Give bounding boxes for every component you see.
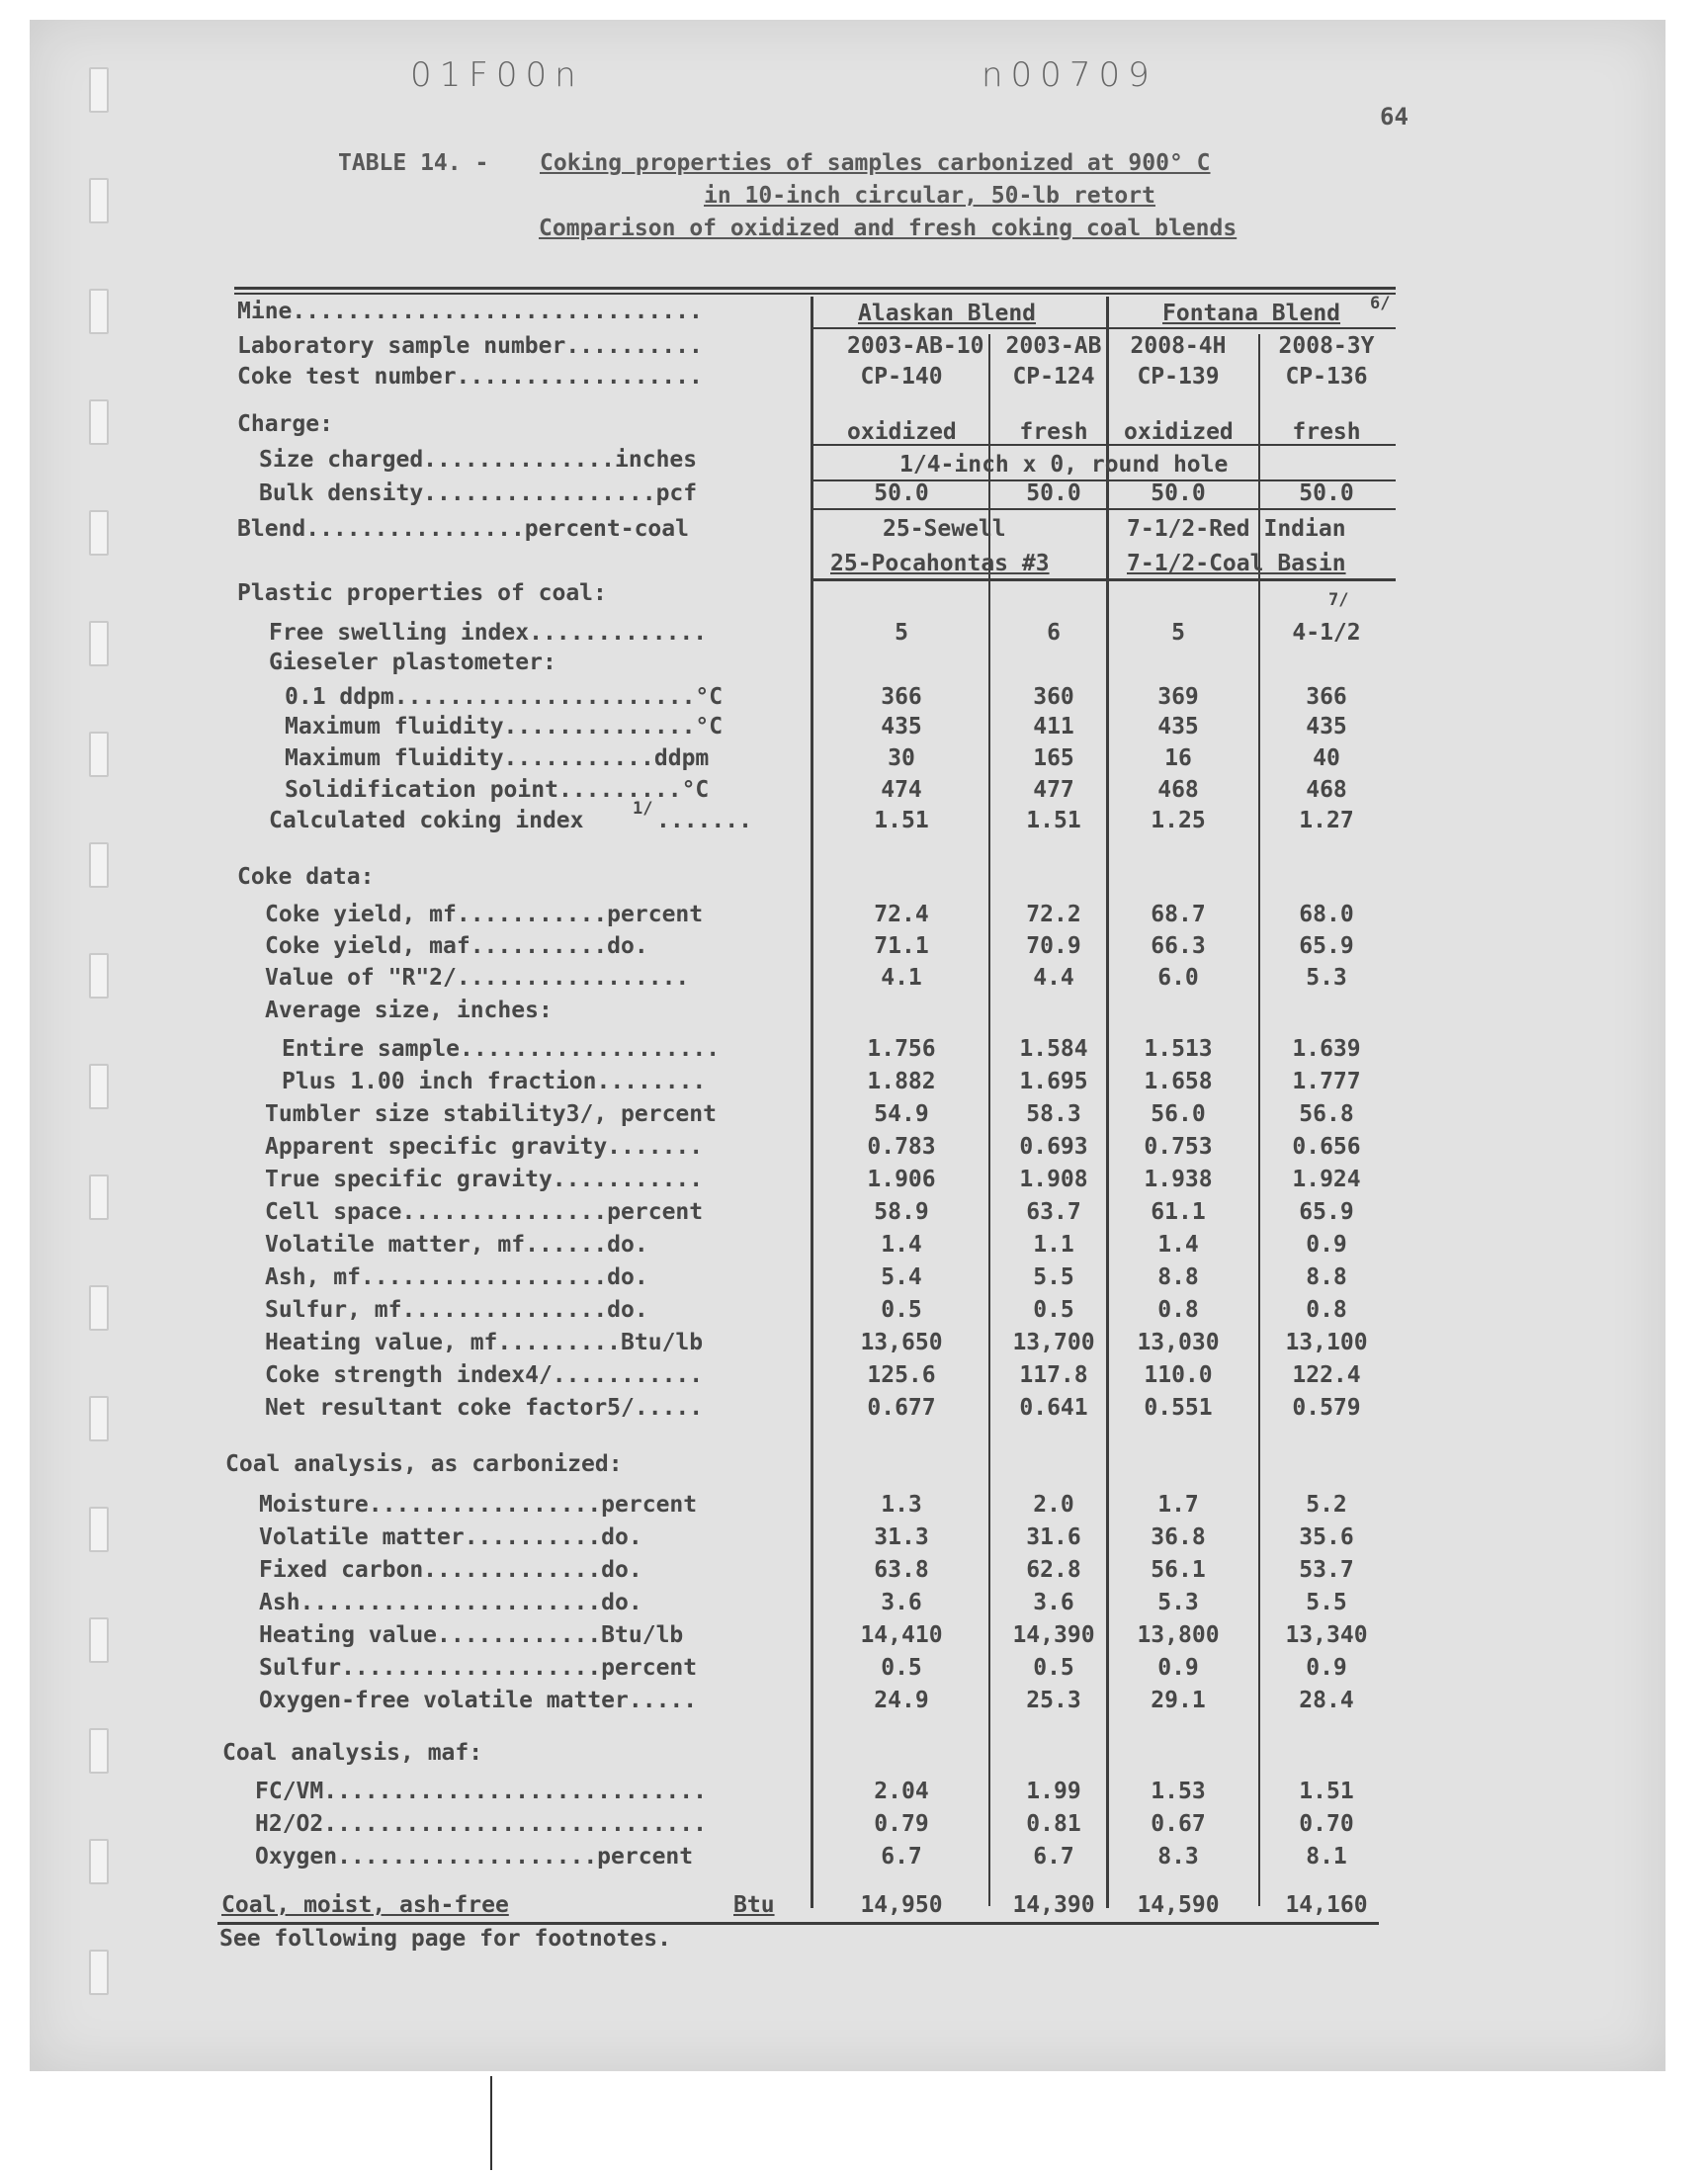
size-charged-value: 1/4-inch x 0, round hole [899, 452, 1229, 478]
data-cell: 35.6 [1299, 1524, 1354, 1550]
data-cell: 110.0 [1144, 1362, 1213, 1388]
table-title-line3: Comparison of oxidized and fresh coking coal blends [539, 216, 1238, 241]
fontana-blend-heading: Fontana Blend [1162, 301, 1341, 326]
data-cell: 468 [1306, 777, 1347, 803]
binder-hole [89, 732, 109, 777]
data-cell: 0.641 [1019, 1395, 1088, 1421]
blend-fontana-2: 7-1/2-Coal Basin [1127, 551, 1346, 576]
data-cell: 14,950 [860, 1892, 943, 1918]
section-coal-maf-heading: Coal analysis, maf: [222, 1740, 483, 1766]
row-label: Average size, inches: [265, 998, 553, 1023]
binder-hole [89, 1728, 109, 1774]
data-cell: 72.2 [1026, 902, 1081, 927]
data-cell: 0.783 [867, 1134, 936, 1160]
data-cell: 369 [1157, 684, 1199, 710]
data-cell: 1.51 [874, 808, 929, 833]
coke-test-number: CP-139 [1137, 364, 1220, 390]
data-cell: 1.906 [867, 1167, 936, 1192]
data-cell: 8.8 [1157, 1264, 1199, 1290]
mine-label: Mine.............................. [237, 299, 703, 324]
table-title-prefix: TABLE 14. - [338, 150, 489, 176]
data-cell: 8.8 [1306, 1264, 1347, 1290]
table-title-line1: Coking properties of samples carbonized at 900° C [540, 150, 1211, 176]
lab-sample-number: 2003-AB-10 [847, 333, 984, 359]
data-cell: 1.658 [1144, 1069, 1213, 1094]
binder-hole [89, 399, 109, 445]
data-cell: 14,410 [860, 1622, 943, 1648]
data-cell: 5.2 [1306, 1492, 1347, 1518]
data-cell: 58.9 [874, 1199, 929, 1225]
data-cell: 1.584 [1019, 1036, 1088, 1062]
data-cell: 54.9 [874, 1101, 929, 1127]
lab-sample-number: 2008-4H [1130, 333, 1227, 359]
data-cell: 1.7 [1157, 1492, 1199, 1518]
row-label: Maximum fluidity...........ddpm [285, 745, 710, 771]
binder-hole [89, 1285, 109, 1331]
binder-hole [89, 178, 109, 223]
binder-hole [89, 1617, 109, 1663]
last-row-label: Coal, moist, ash-free [221, 1892, 509, 1918]
binder-hole [89, 1396, 109, 1441]
data-cell: 1.4 [1157, 1232, 1199, 1258]
data-cell: 477 [1033, 777, 1074, 803]
data-cell: 0.81 [1026, 1811, 1081, 1837]
data-cell: 31.3 [874, 1524, 929, 1550]
section-plastic-heading: Plastic properties of coal: [237, 580, 607, 606]
data-cell: 66.3 [1151, 933, 1206, 959]
data-cell: 0.753 [1144, 1134, 1213, 1160]
binder-hole [89, 1174, 109, 1220]
binder-hole [89, 1064, 109, 1109]
row-label: Net resultant coke factor5/..... [265, 1395, 704, 1421]
row-label: Calculated coking index [269, 808, 584, 833]
row-label: Volatile matter, mf......do. [265, 1232, 648, 1258]
data-cell: 1.695 [1019, 1069, 1088, 1094]
data-cell: 0.5 [1033, 1297, 1074, 1323]
data-cell: 53.7 [1299, 1557, 1354, 1583]
data-cell: 435 [1157, 714, 1199, 740]
row-label: Oxygen-free volatile matter..... [259, 1688, 698, 1713]
data-cell: 5 [1171, 620, 1185, 646]
binder-hole [89, 67, 109, 113]
coke-test-number: CP-136 [1285, 364, 1368, 390]
row-label: Fixed carbon.............do. [259, 1557, 642, 1583]
data-cell: 13,100 [1285, 1330, 1368, 1355]
stamp-right: n00709 [982, 55, 1157, 95]
blend-fontana-1: 7-1/2-Red Indian [1127, 516, 1346, 542]
data-cell: 29.1 [1151, 1688, 1206, 1713]
data-cell: 1.882 [867, 1069, 936, 1094]
data-cell: 411 [1033, 714, 1074, 740]
row-label: Tumbler size stability3/, percent [265, 1101, 717, 1127]
row-label: 0.1 ddpm......................°C [285, 684, 724, 710]
bulk-density-value: 50.0 [1299, 480, 1354, 506]
row-label: Oxygen...................percent [255, 1844, 694, 1870]
data-cell: 468 [1157, 777, 1199, 803]
data-cell: 125.6 [867, 1362, 936, 1388]
data-cell: 117.8 [1019, 1362, 1088, 1388]
coke-test-number: CP-124 [1012, 364, 1095, 390]
page-number: 64 [1380, 103, 1409, 130]
table-title-line2: in 10-inch circular, 50-lb retort [704, 183, 1155, 209]
row-label: Solidification point.........°C [285, 777, 710, 803]
data-cell: 8.1 [1306, 1844, 1347, 1870]
data-cell: 2.04 [874, 1779, 929, 1804]
blend-label: Blend................percent-coal [237, 516, 689, 542]
row-label: Free swelling index............. [269, 620, 708, 646]
data-cell: 5.3 [1157, 1590, 1199, 1615]
charge-label: Charge: [237, 411, 333, 437]
row-label: H2/O2............................ [255, 1811, 707, 1837]
data-cell: 0.9 [1306, 1655, 1347, 1681]
binder-hole [89, 953, 109, 999]
row-label: Entire sample................... [282, 1036, 721, 1062]
header-rule [812, 578, 1396, 581]
data-cell: 0.9 [1306, 1232, 1347, 1258]
row-label: Heating value, mf.........Btu/lb [265, 1330, 704, 1355]
binder-hole [89, 1950, 109, 1995]
data-cell: 62.8 [1026, 1557, 1081, 1583]
row-label: Sulfur...................percent [259, 1655, 698, 1681]
bulk-density-value: 50.0 [874, 480, 929, 506]
bulk-density-value: 50.0 [1151, 480, 1206, 506]
data-cell: 1.924 [1292, 1167, 1361, 1192]
data-cell: 1.25 [1151, 808, 1206, 833]
label-divider [811, 297, 813, 1908]
data-cell: 13,340 [1285, 1622, 1368, 1648]
data-cell: 4-1/2 [1292, 620, 1361, 646]
row-label: Coke yield, mf...........percent [265, 902, 704, 927]
data-cell: 366 [881, 684, 922, 710]
binder-hole [89, 289, 109, 334]
data-cell: 6 [1047, 620, 1061, 646]
bulk-density-label: Bulk density.................pcf [259, 480, 698, 506]
data-cell: 0.8 [1306, 1297, 1347, 1323]
data-cell: 56.8 [1299, 1101, 1354, 1127]
data-cell: 63.7 [1026, 1199, 1081, 1225]
data-cell: 1.53 [1151, 1779, 1206, 1804]
data-cell: 0.579 [1292, 1395, 1361, 1421]
row-label: Apparent specific gravity....... [265, 1134, 704, 1160]
row-label: Ash......................do. [259, 1590, 642, 1615]
data-cell: 56.0 [1151, 1101, 1206, 1127]
data-cell: 5.5 [1033, 1264, 1074, 1290]
condition-label: fresh [1019, 419, 1088, 445]
data-cell: 0.67 [1151, 1811, 1206, 1837]
data-cell: 68.0 [1299, 902, 1354, 927]
data-cell: 36.8 [1151, 1524, 1206, 1550]
row-label: Sulfur, mf...............do. [265, 1297, 648, 1323]
data-cell: 13,700 [1012, 1330, 1095, 1355]
lab-sample-number: 2008-3Y [1278, 333, 1375, 359]
data-cell: 0.5 [881, 1655, 922, 1681]
data-cell: 0.551 [1144, 1395, 1213, 1421]
data-cell: 14,390 [1012, 1622, 1095, 1648]
data-cell: 474 [881, 777, 922, 803]
alaskan-blend-heading: Alaskan Blend [858, 301, 1037, 326]
section-coke-heading: Coke data: [237, 864, 375, 890]
data-cell: 16 [1164, 745, 1192, 771]
data-cell: 1.756 [867, 1036, 936, 1062]
row-label: FC/VM............................ [255, 1779, 707, 1804]
data-cell: 5.4 [881, 1264, 922, 1290]
data-cell: 5.5 [1306, 1590, 1347, 1615]
data-cell: 1.938 [1144, 1167, 1213, 1192]
row-label: Moisture.................percent [259, 1492, 698, 1518]
data-cell: 5 [895, 620, 908, 646]
binder-hole [89, 510, 109, 556]
footnote-ref: 1/ [633, 799, 653, 819]
data-cell: 4.4 [1033, 965, 1074, 991]
data-cell: 2.0 [1033, 1492, 1074, 1518]
data-cell: 0.9 [1157, 1655, 1199, 1681]
binder-hole [89, 621, 109, 666]
data-cell: 435 [1306, 714, 1347, 740]
data-cell: 122.4 [1292, 1362, 1361, 1388]
data-cell: 65.9 [1299, 1199, 1354, 1225]
data-cell: 6.7 [881, 1844, 922, 1870]
data-cell: 8.3 [1157, 1844, 1199, 1870]
data-cell: 70.9 [1026, 933, 1081, 959]
data-cell: 3.6 [881, 1590, 922, 1615]
data-cell: 0.8 [1157, 1297, 1199, 1323]
data-cell: 366 [1306, 684, 1347, 710]
data-cell: 6.7 [1033, 1844, 1074, 1870]
data-cell: 1.51 [1026, 808, 1081, 833]
data-cell: 71.1 [874, 933, 929, 959]
coke-test-label: Coke test number.................. [237, 364, 703, 390]
data-cell: 68.7 [1151, 902, 1206, 927]
data-cell: 1.639 [1292, 1036, 1361, 1062]
data-cell: 1.513 [1144, 1036, 1213, 1062]
coke-test-number: CP-140 [860, 364, 943, 390]
row-label: Maximum fluidity..............°C [285, 714, 724, 740]
condition-label: oxidized [847, 419, 957, 445]
binder-hole [89, 842, 109, 888]
data-cell: 4.1 [881, 965, 922, 991]
data-cell: 65.9 [1299, 933, 1354, 959]
stamp-left: 01F00n [410, 55, 584, 95]
data-cell: 0.656 [1292, 1134, 1361, 1160]
data-cell: 1.4 [881, 1232, 922, 1258]
condition-label: fresh [1292, 419, 1361, 445]
data-cell: 0.5 [1033, 1655, 1074, 1681]
size-charged-label: Size charged..............inches [259, 447, 698, 473]
row-label: Plus 1.00 inch fraction........ [282, 1069, 707, 1094]
data-cell: 0.677 [867, 1395, 936, 1421]
data-cell: 165 [1033, 745, 1074, 771]
footnote-reference-text: See following page for footnotes. [219, 1926, 671, 1952]
lab-sample-label: Laboratory sample number.......... [237, 333, 703, 359]
row-label: Cell space...............percent [265, 1199, 704, 1225]
data-cell: 1.51 [1299, 1779, 1354, 1804]
data-cell: 24.9 [874, 1688, 929, 1713]
data-cell: 28.4 [1299, 1688, 1354, 1713]
section-coal-carbonized-heading: Coal analysis, as carbonized: [225, 1451, 623, 1477]
data-cell: 14,590 [1137, 1892, 1220, 1918]
header-rule [812, 508, 1396, 510]
condition-label: oxidized [1124, 419, 1234, 445]
last-row-unit: Btu [733, 1892, 775, 1918]
data-cell: 3.6 [1033, 1590, 1074, 1615]
row-label: Value of "R"2/................. [265, 965, 690, 991]
row-label-suffix: ....... [656, 808, 752, 833]
data-cell: 1.27 [1299, 808, 1354, 833]
bulk-density-value: 50.0 [1026, 480, 1081, 506]
footnote-ref: 7/ [1328, 590, 1349, 610]
row-label: Heating value............Btu/lb [259, 1622, 684, 1648]
row-label: Gieseler plastometer: [269, 650, 556, 675]
data-cell: 13,800 [1137, 1622, 1220, 1648]
data-cell: 0.693 [1019, 1134, 1088, 1160]
data-cell: 13,030 [1137, 1330, 1220, 1355]
binder-hole [89, 1839, 109, 1884]
data-cell: 13,650 [860, 1330, 943, 1355]
row-label: Volatile matter..........do. [259, 1524, 642, 1550]
data-cell: 31.6 [1026, 1524, 1081, 1550]
data-cell: 435 [881, 714, 922, 740]
data-cell: 1.908 [1019, 1167, 1088, 1192]
data-cell: 30 [888, 745, 915, 771]
data-cell: 360 [1033, 684, 1074, 710]
edge-mark [490, 2076, 492, 2170]
table-top-rule-2 [234, 293, 1396, 295]
data-cell: 14,390 [1012, 1892, 1095, 1918]
row-label: Ash, mf..................do. [265, 1264, 648, 1290]
blend-alaskan-1: 25-Sewell [883, 516, 1006, 542]
data-cell: 14,160 [1285, 1892, 1368, 1918]
footnote-ref: 6/ [1370, 294, 1391, 313]
data-cell: 58.3 [1026, 1101, 1081, 1127]
data-cell: 1.777 [1292, 1069, 1361, 1094]
data-cell: 5.3 [1306, 965, 1347, 991]
row-label: Coke yield, maf..........do. [265, 933, 648, 959]
binder-hole [89, 1507, 109, 1552]
data-cell: 1.1 [1033, 1232, 1074, 1258]
data-cell: 6.0 [1157, 965, 1199, 991]
blend-alaskan-2: 25-Pocahontas #3 [830, 551, 1050, 576]
lab-sample-number: 2003-AB [1005, 333, 1102, 359]
data-cell: 72.4 [874, 902, 929, 927]
data-cell: 56.1 [1151, 1557, 1206, 1583]
data-cell: 25.3 [1026, 1688, 1081, 1713]
row-label: Coke strength index4/........... [265, 1362, 704, 1388]
data-cell: 1.3 [881, 1492, 922, 1518]
data-cell: 63.8 [874, 1557, 929, 1583]
data-cell: 40 [1313, 745, 1340, 771]
row-label: True specific gravity........... [265, 1167, 704, 1192]
data-cell: 61.1 [1151, 1199, 1206, 1225]
data-cell: 1.99 [1026, 1779, 1081, 1804]
data-cell: 0.70 [1299, 1811, 1354, 1837]
data-cell: 0.5 [881, 1297, 922, 1323]
data-cell: 0.79 [874, 1811, 929, 1837]
table-top-rule [234, 287, 1396, 290]
